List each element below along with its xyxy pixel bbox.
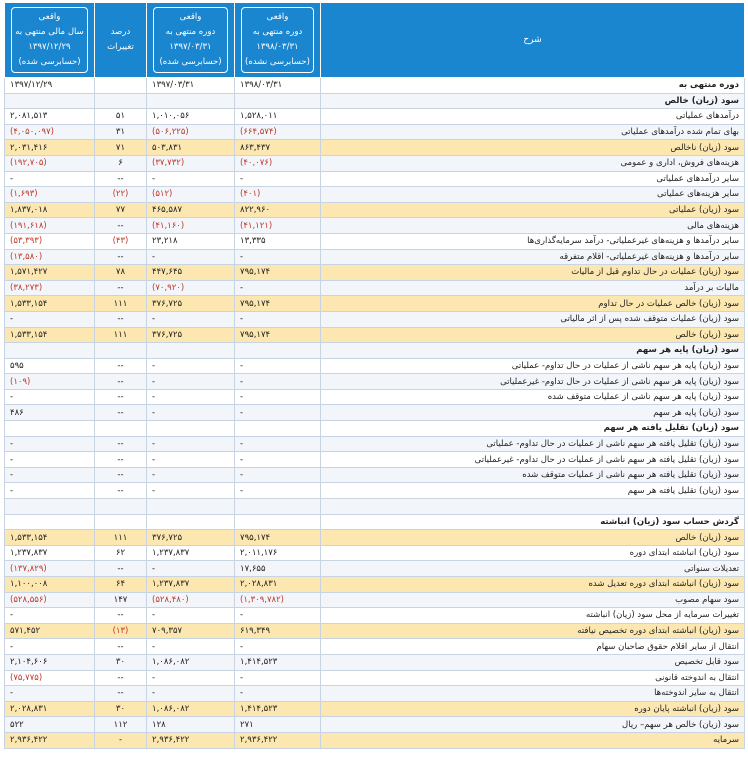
header-period-1-box xyxy=(241,7,314,73)
row-value-period-2: ۳۷۶,۷۲۵ xyxy=(147,296,235,312)
row-value-period-2: - xyxy=(147,561,235,577)
table-row xyxy=(5,218,745,234)
row-value-period-2: - xyxy=(147,436,235,452)
row-change-percent: -- xyxy=(95,483,147,499)
table-row xyxy=(5,577,745,593)
row-description: سود (زیان) تقلیل یافته هر سهم xyxy=(321,421,745,437)
table-row xyxy=(5,109,745,125)
row-value-fiscal-year: - xyxy=(5,452,95,468)
row-value-period-1: - xyxy=(235,483,321,499)
row-value-period-2: - xyxy=(147,452,235,468)
row-value-period-2: ۱,۰۱۰,۰۵۶ xyxy=(147,109,235,125)
row-value-fiscal-year: (۱۰۹) xyxy=(5,374,95,390)
row-description: سایر درآمدهای عملیاتی xyxy=(321,171,745,187)
header-period-2-line-1: واقعی xyxy=(179,12,202,22)
row-value-period-2 xyxy=(147,93,235,109)
row-value-fiscal-year: ۱,۲۳۷,۸۳۷ xyxy=(5,545,95,561)
row-value-period-1 xyxy=(235,514,321,530)
row-description: سود (زیان) خالص هر سهم– ریال xyxy=(321,717,745,733)
table-row xyxy=(5,623,745,639)
row-description: سود (زیان) عملیات متوقف شده پس از اثر مالیاتی xyxy=(321,311,745,327)
row-value-period-1: - xyxy=(235,467,321,483)
table-row xyxy=(5,78,745,94)
row-description: بهای تمام شده درآمدهای عملیاتی xyxy=(321,124,745,140)
table-row xyxy=(5,592,745,608)
header-change-line-2: تغییرات xyxy=(107,42,134,52)
row-change-percent: -- xyxy=(95,686,147,702)
table-row xyxy=(5,701,745,717)
header-description-label: شرح xyxy=(523,34,542,45)
row-change-percent: -- xyxy=(95,311,147,327)
row-value-period-2: ۳۷۶,۷۲۵ xyxy=(147,327,235,343)
row-description xyxy=(321,499,745,515)
row-value-period-2: ۵۰۳,۸۳۱ xyxy=(147,140,235,156)
header-period-1-line-4: (حسابرسی نشده) xyxy=(245,57,310,67)
row-change-percent: ۱۱۲ xyxy=(95,717,147,733)
row-description: سود (زیان) پایه هر سهم ناشی از عملیات در حال تداوم- غیرعملیاتی xyxy=(321,374,745,390)
table-row xyxy=(5,483,745,499)
table-row xyxy=(5,639,745,655)
row-change-percent: ۳۰ xyxy=(95,701,147,717)
header-period-1-line-2: دوره منتهی به xyxy=(252,27,303,37)
table-row xyxy=(5,499,745,515)
row-value-period-2: ۱,۲۳۷,۸۳۷ xyxy=(147,545,235,561)
row-change-percent: -- xyxy=(95,436,147,452)
row-description: درآمدهای عملیاتی xyxy=(321,109,745,125)
row-change-percent: -- xyxy=(95,670,147,686)
row-value-period-2: ۱,۰۸۶,۰۸۲ xyxy=(147,701,235,717)
row-value-fiscal-year: (۵۳,۳۹۳) xyxy=(5,233,95,249)
table-row xyxy=(5,124,745,140)
header-description xyxy=(321,3,745,78)
table-row xyxy=(5,608,745,624)
header-fiscal-year-box xyxy=(11,7,88,73)
row-value-period-2: ۳۷۶,۷۲۵ xyxy=(147,530,235,546)
table-row xyxy=(5,140,745,156)
table-row xyxy=(5,343,745,359)
header-fiscal-year-line-3: ۱۳۹۷/۱۲/۲۹ xyxy=(28,42,71,52)
row-change-percent: -- xyxy=(95,405,147,421)
row-value-period-2: ۲,۹۳۶,۴۲۲ xyxy=(147,732,235,748)
row-value-fiscal-year xyxy=(5,343,95,359)
row-value-fiscal-year xyxy=(5,93,95,109)
row-change-percent: (۴۳) xyxy=(95,233,147,249)
row-value-fiscal-year: - xyxy=(5,608,95,624)
table-row xyxy=(5,530,745,546)
table-row xyxy=(5,358,745,374)
row-value-period-2: (۴۱,۱۶۰) xyxy=(147,218,235,234)
table-row xyxy=(5,202,745,218)
row-value-fiscal-year: - xyxy=(5,639,95,655)
row-value-fiscal-year: - xyxy=(5,436,95,452)
row-value-period-1: ۱۳,۳۳۵ xyxy=(235,233,321,249)
row-value-period-2: (۵۲۸,۴۸۰) xyxy=(147,592,235,608)
row-value-fiscal-year: ۱,۵۳۳,۱۵۴ xyxy=(5,296,95,312)
row-value-period-2: ۱۳۹۷/۰۳/۳۱ xyxy=(147,78,235,94)
row-value-fiscal-year: - xyxy=(5,483,95,499)
header-period-2-line-2: دوره منتهی به xyxy=(165,27,216,37)
header-period-2-line-3: ۱۳۹۷/۰۳/۳۱ xyxy=(169,42,212,52)
row-value-period-1 xyxy=(235,421,321,437)
row-value-fiscal-year: ۴۸۶ xyxy=(5,405,95,421)
row-description: تغییرات سرمایه از محل سود (زیان) انباشته xyxy=(321,608,745,624)
table-row xyxy=(5,374,745,390)
row-value-fiscal-year: (۵۲۸,۵۵۶) xyxy=(5,592,95,608)
row-description: سود (زیان) پایه هر سهم xyxy=(321,343,745,359)
row-value-period-2: ۱۲۸ xyxy=(147,717,235,733)
row-value-fiscal-year: ۵۲۲ xyxy=(5,717,95,733)
row-change-percent: ۱۴۷ xyxy=(95,592,147,608)
row-description: سایر درآمدها و هزینه‌های غیرعملیاتی- درآمد سرمایه‌گذاری‌ها xyxy=(321,233,745,249)
row-description: سود (زیان) تقلیل یافته هر سهم xyxy=(321,483,745,499)
row-value-period-2: - xyxy=(147,374,235,390)
row-change-percent xyxy=(95,343,147,359)
row-value-period-1: - xyxy=(235,374,321,390)
table-row xyxy=(5,654,745,670)
table-row xyxy=(5,514,745,530)
row-value-period-1: - xyxy=(235,639,321,655)
row-value-period-2: - xyxy=(147,483,235,499)
header-period-1-line-1: واقعی xyxy=(266,12,289,22)
row-value-period-2: - xyxy=(147,686,235,702)
row-change-percent: ۷۱ xyxy=(95,140,147,156)
row-value-period-1: ۲,۰۲۸,۸۳۱ xyxy=(235,577,321,593)
row-change-percent: ۱۱۱ xyxy=(95,296,147,312)
row-change-percent: (۱۳) xyxy=(95,623,147,639)
row-description: سود (زیان) انباشته پایان دوره xyxy=(321,701,745,717)
table-row xyxy=(5,187,745,203)
table-row xyxy=(5,249,745,265)
row-change-percent: ۷۷ xyxy=(95,202,147,218)
row-value-fiscal-year: (۱,۶۹۳) xyxy=(5,187,95,203)
row-value-period-1: ۷۹۵,۱۷۴ xyxy=(235,530,321,546)
row-change-percent: ۳۰ xyxy=(95,654,147,670)
row-change-percent: -- xyxy=(95,358,147,374)
row-value-period-1: ۲۷۱ xyxy=(235,717,321,733)
row-value-period-2: ۲۳,۲۱۸ xyxy=(147,233,235,249)
row-change-percent xyxy=(95,93,147,109)
table-row xyxy=(5,265,745,281)
row-value-fiscal-year: ۲,۹۳۶,۴۲۲ xyxy=(5,732,95,748)
header-period-1 xyxy=(235,3,321,78)
row-description: هزینه‌های مالی xyxy=(321,218,745,234)
header-fiscal-year-line-4: (حسابرسی شده) xyxy=(18,57,81,67)
row-description: سایر درآمدها و هزینه‌های غیرعملیاتی- اقلام متفرقه xyxy=(321,249,745,265)
row-description: سود (زیان) پایه هر سهم xyxy=(321,405,745,421)
row-value-period-1: ۲,۰۱۱,۱۷۶ xyxy=(235,545,321,561)
row-change-percent: ۶۲ xyxy=(95,545,147,561)
row-value-period-1: ۸۶۳,۴۳۷ xyxy=(235,140,321,156)
row-value-period-2: ۴۴۷,۶۴۵ xyxy=(147,265,235,281)
row-change-percent: -- xyxy=(95,467,147,483)
table-row xyxy=(5,280,745,296)
row-description: مالیات بر درآمد xyxy=(321,280,745,296)
row-description: گردش حساب سود (زیان) انباشته xyxy=(321,514,745,530)
header-fiscal-year-line-2: سال مالی منتهی به xyxy=(15,27,84,37)
row-value-period-1: - xyxy=(235,405,321,421)
row-description: سود (زیان) خالص xyxy=(321,530,745,546)
row-value-fiscal-year: (۱۳۷,۸۲۹) xyxy=(5,561,95,577)
row-value-fiscal-year: - xyxy=(5,171,95,187)
row-description: سود (زیان) خالص عملیات در حال تداوم xyxy=(321,296,745,312)
row-description: سود قابل تخصیص xyxy=(321,654,745,670)
row-value-fiscal-year: ۱,۵۳۳,۱۵۴ xyxy=(5,530,95,546)
row-value-period-1: - xyxy=(235,280,321,296)
row-change-percent: -- xyxy=(95,374,147,390)
row-change-percent xyxy=(95,421,147,437)
row-value-period-1: (۴۱,۱۲۱) xyxy=(235,218,321,234)
row-value-period-1: - xyxy=(235,686,321,702)
table-body xyxy=(5,78,745,749)
table-row xyxy=(5,155,745,171)
row-value-period-1: ۶۱۹,۳۴۹ xyxy=(235,623,321,639)
row-value-fiscal-year: (۱۹۲,۷۰۵) xyxy=(5,155,95,171)
row-value-period-2: - xyxy=(147,389,235,405)
row-value-fiscal-year: ۲,۰۲۸,۸۳۱ xyxy=(5,701,95,717)
row-value-period-2: - xyxy=(147,405,235,421)
row-value-period-2: - xyxy=(147,608,235,624)
row-description: سود (زیان) انباشته ابتدای دوره xyxy=(321,545,745,561)
row-value-fiscal-year: ۱۳۹۷/۱۲/۲۹ xyxy=(5,78,95,94)
row-value-period-2 xyxy=(147,514,235,530)
row-description: سرمایه xyxy=(321,732,745,748)
row-value-fiscal-year: (۱۹۱,۶۱۸) xyxy=(5,218,95,234)
row-value-period-2: ۱,۲۳۷,۸۳۷ xyxy=(147,577,235,593)
row-description: هزینه‌های فروش، اداری و عمومی xyxy=(321,155,745,171)
row-value-fiscal-year: - xyxy=(5,467,95,483)
row-value-period-2: (۳۷,۷۳۲) xyxy=(147,155,235,171)
header-period-2-box xyxy=(153,7,228,73)
row-change-percent: ۱۱۱ xyxy=(95,327,147,343)
table-row xyxy=(5,545,745,561)
row-value-period-1: ۱,۴۱۴,۵۲۳ xyxy=(235,701,321,717)
row-change-percent xyxy=(95,499,147,515)
row-description: سود (زیان) پایه هر سهم ناشی از عملیات متوقف شده xyxy=(321,389,745,405)
row-value-period-2: - xyxy=(147,171,235,187)
row-value-period-2 xyxy=(147,343,235,359)
row-value-period-1: (۱,۳۰۹,۷۸۲) xyxy=(235,592,321,608)
row-value-period-1: (۴۰۱) xyxy=(235,187,321,203)
row-value-fiscal-year: (۳۸,۲۷۳) xyxy=(5,280,95,296)
row-value-period-2: - xyxy=(147,639,235,655)
row-value-period-1: - xyxy=(235,436,321,452)
row-change-percent: ۷۸ xyxy=(95,265,147,281)
row-value-period-2 xyxy=(147,499,235,515)
row-value-fiscal-year: ۵۷۱,۴۵۲ xyxy=(5,623,95,639)
row-value-period-2: - xyxy=(147,249,235,265)
row-value-fiscal-year: ۲,۰۳۱,۴۱۶ xyxy=(5,140,95,156)
row-value-period-1: ۷۹۵,۱۷۴ xyxy=(235,327,321,343)
row-value-fiscal-year: - xyxy=(5,311,95,327)
row-description: سود (زیان) انباشته ابتدای دوره تعدیل شده xyxy=(321,577,745,593)
table-row xyxy=(5,327,745,343)
row-change-percent: -- xyxy=(95,280,147,296)
row-change-percent: -- xyxy=(95,249,147,265)
row-description: تعدیلات سنواتی xyxy=(321,561,745,577)
table-row xyxy=(5,561,745,577)
row-description: سود سهام مصوب xyxy=(321,592,745,608)
table-row xyxy=(5,389,745,405)
row-value-period-2: ۴۶۵,۵۸۷ xyxy=(147,202,235,218)
table-row xyxy=(5,732,745,748)
row-value-period-2: - xyxy=(147,467,235,483)
row-value-period-1: ۲,۹۳۶,۴۲۲ xyxy=(235,732,321,748)
table-row xyxy=(5,467,745,483)
row-value-fiscal-year xyxy=(5,421,95,437)
row-value-fiscal-year: (۴,۰۵۰,۰۹۷) xyxy=(5,124,95,140)
table-row xyxy=(5,311,745,327)
row-value-period-1: - xyxy=(235,452,321,468)
row-value-period-1: ۱,۴۱۴,۵۲۳ xyxy=(235,654,321,670)
row-value-period-1: - xyxy=(235,171,321,187)
row-value-period-1: ۱۳۹۸/۰۳/۳۱ xyxy=(235,78,321,94)
header-fiscal-year xyxy=(5,3,95,78)
row-change-percent: -- xyxy=(95,171,147,187)
table-row xyxy=(5,93,745,109)
row-value-period-1: (۶۶۴,۵۷۴) xyxy=(235,124,321,140)
row-value-period-1: - xyxy=(235,608,321,624)
row-description: انتقال به اندوخته قانونی xyxy=(321,670,745,686)
row-value-fiscal-year: ۱,۵۷۱,۴۲۷ xyxy=(5,265,95,281)
row-description: سود (زیان) تقلیل یافته هر سهم ناشی از عملیات متوقف شده xyxy=(321,467,745,483)
row-value-period-1: ۷۹۵,۱۷۴ xyxy=(235,296,321,312)
row-description: سود (زیان) پایه هر سهم ناشی از عملیات در حال تداوم- عملیاتی xyxy=(321,358,745,374)
row-change-percent: -- xyxy=(95,389,147,405)
row-value-period-2: (۵۰۶,۲۲۵) xyxy=(147,124,235,140)
header-fiscal-year-line-1: واقعی xyxy=(38,12,61,22)
header-period-2 xyxy=(147,3,235,78)
row-description: سود (زیان) عملیاتی xyxy=(321,202,745,218)
row-description: سود (زیان) خالص xyxy=(321,93,745,109)
row-value-fiscal-year: ۵۹۵ xyxy=(5,358,95,374)
header-period-1-line-3: ۱۳۹۸/۰۳/۳۱ xyxy=(256,42,299,52)
row-change-percent: -- xyxy=(95,452,147,468)
row-description: انتقال از سایر اقلام حقوق صاحبان سهام xyxy=(321,639,745,655)
row-description: سود (زیان) تقلیل یافته هر سهم ناشی از عملیات در حال تداوم- عملیاتی xyxy=(321,436,745,452)
row-change-percent xyxy=(95,514,147,530)
table-header-row xyxy=(5,3,745,78)
row-value-period-2: - xyxy=(147,311,235,327)
row-description: سود (زیان) ناخالص xyxy=(321,140,745,156)
row-value-period-1: ۸۲۲,۹۶۰ xyxy=(235,202,321,218)
row-description: سود (زیان) انباشته ابتدای دوره تخصیص نیافته xyxy=(321,623,745,639)
row-value-period-2: (۷۰,۹۲۰) xyxy=(147,280,235,296)
row-value-fiscal-year xyxy=(5,499,95,515)
row-change-percent xyxy=(95,78,147,94)
table-row xyxy=(5,452,745,468)
table-row xyxy=(5,171,745,187)
row-value-fiscal-year: - xyxy=(5,389,95,405)
table-row xyxy=(5,405,745,421)
table-row xyxy=(5,686,745,702)
row-change-percent: -- xyxy=(95,639,147,655)
row-value-period-2 xyxy=(147,421,235,437)
row-description: انتقال به سایر اندوخته‌ها xyxy=(321,686,745,702)
row-value-period-1: - xyxy=(235,249,321,265)
row-change-percent: (۲۲) xyxy=(95,187,147,203)
row-value-period-1 xyxy=(235,343,321,359)
row-value-period-1 xyxy=(235,93,321,109)
row-value-period-1: - xyxy=(235,389,321,405)
row-value-fiscal-year xyxy=(5,514,95,530)
row-value-fiscal-year: - xyxy=(5,686,95,702)
row-value-period-2: - xyxy=(147,670,235,686)
row-change-percent: -- xyxy=(95,218,147,234)
row-value-fiscal-year: ۱,۵۳۳,۱۵۴ xyxy=(5,327,95,343)
income-statement-table xyxy=(4,2,745,749)
header-change-line-1: درصد xyxy=(110,27,131,37)
header-change-percent xyxy=(95,3,147,78)
row-value-fiscal-year: ۲,۰۸۱,۵۱۳ xyxy=(5,109,95,125)
row-change-percent: ۱۱۱ xyxy=(95,530,147,546)
table-row xyxy=(5,717,745,733)
row-description: سایر هزینه‌های عملیاتی xyxy=(321,187,745,203)
row-change-percent: -- xyxy=(95,608,147,624)
table-row xyxy=(5,233,745,249)
row-value-period-2: - xyxy=(147,358,235,374)
row-value-period-2: (۵۱۲) xyxy=(147,187,235,203)
row-change-percent: - xyxy=(95,732,147,748)
row-description: سود (زیان) تقلیل یافته هر سهم ناشی از عملیات در حال تداوم- غیرعملیاتی xyxy=(321,452,745,468)
row-value-period-1: ۷۹۵,۱۷۴ xyxy=(235,265,321,281)
row-description: سود (زیان) عملیات در حال تداوم قبل از مالیات xyxy=(321,265,745,281)
row-description: دوره منتهی به xyxy=(321,78,745,94)
row-value-period-1 xyxy=(235,499,321,515)
row-value-period-1: ۱۷,۶۵۵ xyxy=(235,561,321,577)
row-value-period-2: ۱,۰۸۶,۰۸۲ xyxy=(147,654,235,670)
row-change-percent: ۶۴ xyxy=(95,577,147,593)
table-row xyxy=(5,296,745,312)
row-value-fiscal-year: ۱,۱۰۰,۰۰۸ xyxy=(5,577,95,593)
row-value-fiscal-year: ۱,۸۳۷,۰۱۸ xyxy=(5,202,95,218)
row-change-percent: ۵۱ xyxy=(95,109,147,125)
row-value-period-1: - xyxy=(235,670,321,686)
row-value-fiscal-year: (۱۳,۵۸۰) xyxy=(5,249,95,265)
row-value-period-1: ۱,۵۲۸,۰۱۱ xyxy=(235,109,321,125)
row-value-period-2: ۷۰۹,۳۵۷ xyxy=(147,623,235,639)
row-value-period-1: (۴۰,۰۷۶) xyxy=(235,155,321,171)
row-change-percent: -- xyxy=(95,561,147,577)
row-value-fiscal-year: (۷۵,۷۷۵) xyxy=(5,670,95,686)
table-row xyxy=(5,670,745,686)
row-description: سود (زیان) خالص xyxy=(321,327,745,343)
row-change-percent: ۳۱ xyxy=(95,124,147,140)
row-value-period-1: - xyxy=(235,358,321,374)
row-value-fiscal-year: ۲,۱۰۴,۶۰۶ xyxy=(5,654,95,670)
table-row xyxy=(5,421,745,437)
header-period-2-line-4: (حسابرسی شده) xyxy=(159,57,222,67)
row-value-period-1: - xyxy=(235,311,321,327)
table-row xyxy=(5,436,745,452)
row-change-percent: ۶ xyxy=(95,155,147,171)
